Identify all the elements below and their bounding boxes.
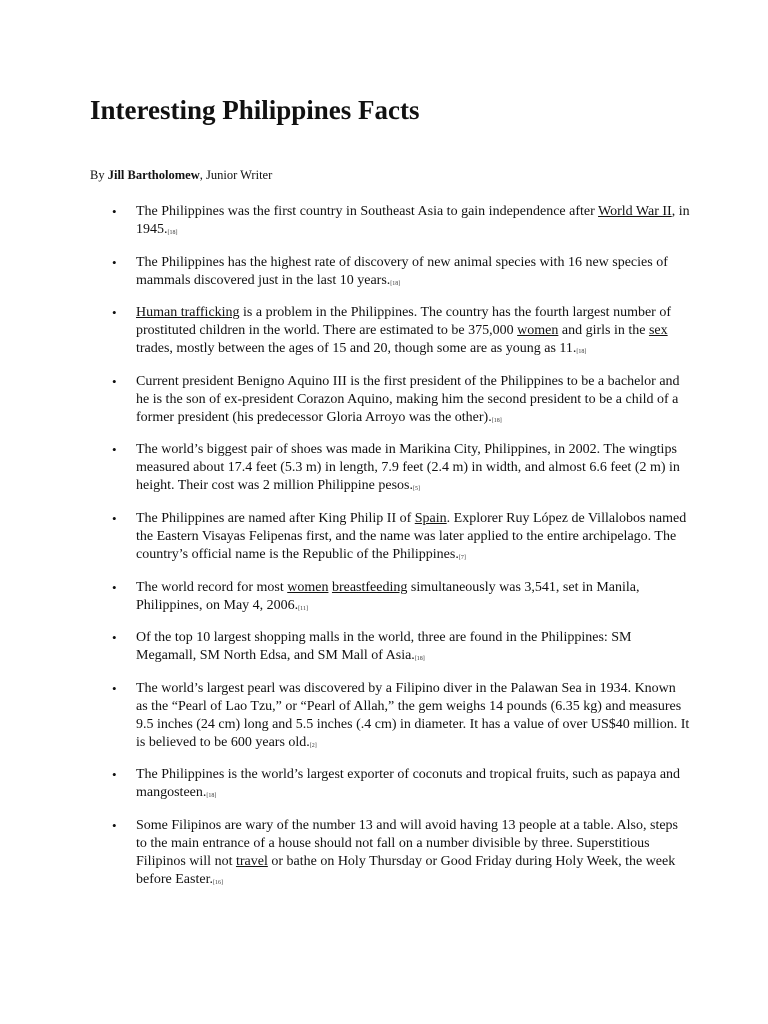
fact-item-7: [90, 579, 690, 615]
citation-ref[interactable]: [11]: [298, 605, 308, 612]
citation-ref[interactable]: [2]: [309, 742, 317, 749]
bullet-icon: •: [112, 680, 117, 696]
link-sex[interactable]: sex: [648, 323, 668, 339]
bullet-icon: •: [112, 254, 117, 270]
fact-item-3: [90, 304, 690, 358]
fact-text: and girls in the: [558, 323, 649, 339]
link-spain[interactable]: Spain: [414, 510, 447, 526]
citation-ref[interactable]: [18]: [414, 656, 425, 663]
fact-text: Some Filipinos are wary of the number 13 and will avoid having 13 people at a table. Also, steps to the main entrance of a house should not fall on a number divisible by three. Superstitious Filipinos will not: [136, 817, 679, 869]
citation-ref[interactable]: [5]: [413, 486, 420, 493]
fact-text: The Philippines is the world’s largest exporter of coconuts and tropical fruits, such as papaya and mangosteen.: [136, 767, 681, 801]
bullet-icon: •: [112, 442, 117, 458]
fact-text: The world’s largest pearl was discovered by a Filipino diver in the Palawan Sea in 1934. Known as the “Pearl of Lao Tzu,” or “Pearl of Allah,” the gem weighs 14 pounds (6.35 kg) and measures 9.5 inches (24 cm) long and 5.5 inches (.4 cm) in diameter. It has a value of over US$40 million. It is believed to be 600 years old.: [136, 680, 690, 750]
fact-text: The Philippines are named after King Philip II of: [136, 510, 415, 526]
fact-text: The world record for most: [136, 579, 288, 595]
fact-item-10: [90, 766, 690, 802]
fact-text: simultaneously was 3,541, set in Manila, Philippines, on May 4, 2006.: [136, 579, 640, 613]
citation-ref[interactable]: [18]: [576, 349, 587, 356]
citation-ref[interactable]: [18]: [491, 417, 502, 424]
link-human-trafficking[interactable]: Human trafficking: [136, 305, 240, 321]
fact-item-9: [90, 680, 690, 752]
fact-item-6: [90, 510, 690, 564]
facts-list: [90, 203, 690, 904]
bullet-icon: •: [112, 630, 117, 646]
fact-text: The Philippines has the highest rate of discovery of new animal species with 16 new species of mammals discovered just in the last 10 years.: [136, 254, 668, 288]
byline-prefix: By: [90, 168, 108, 182]
bullet-icon: •: [112, 305, 117, 321]
link-world-war-ii[interactable]: World War II: [598, 204, 672, 219]
fact-text: or bathe on Holy Thursday or Good Friday during Holy Week, the week before Easter.: [136, 853, 676, 887]
fact-item-8: [90, 629, 690, 665]
fact-item-11: [90, 817, 690, 889]
bullet-icon: •: [112, 767, 117, 783]
fact-item-5: [90, 441, 690, 495]
bullet-icon: •: [112, 579, 117, 595]
bullet-icon: •: [112, 510, 117, 526]
fact-text: The world’s biggest pair of shoes was made in Marikina City, Philippines, in 2002. The wingtips measured about 17.4 feet (5.3 m) in length, 7.9 feet (2.4 m) in width, and almost 6.6 feet (2 m) in height. Their cost was 2 million Philippine pesos.: [136, 442, 680, 494]
fact-text: Current president Benigno Aquino III is the first president of the Philippines to be a bachelor and he is the son of ex-president Corazon Aquino, making him the second president to be a child of a former president (his predecessor Gloria Arroyo was the other).: [136, 373, 680, 425]
link-women[interactable]: women: [287, 579, 329, 595]
page-title: Interesting Philippines Facts: [90, 95, 420, 125]
author-name: Jill Bartholomew: [107, 168, 200, 182]
bullet-icon: •: [112, 204, 117, 219]
citation-ref[interactable]: [18]: [390, 280, 401, 287]
citation-ref[interactable]: [18]: [206, 793, 217, 800]
author-role: , Junior Writer: [199, 168, 273, 182]
fact-item-4: [90, 373, 690, 427]
bullet-icon: •: [112, 373, 117, 389]
citation-ref[interactable]: [16]: [212, 879, 223, 886]
citation-ref[interactable]: [18]: [167, 230, 178, 236]
byline: [90, 167, 272, 183]
link-travel[interactable]: travel: [235, 853, 268, 869]
fact-text: , in 1945.: [136, 204, 690, 237]
citation-ref[interactable]: [7]: [458, 554, 466, 561]
link-breastfeeding[interactable]: breastfeeding: [331, 579, 408, 595]
fact-item-1: [90, 203, 690, 239]
bullet-icon: •: [112, 817, 117, 833]
fact-text: is a problem in the Philippines. The country has the fourth largest number of prostituted children in the world. There are estimated to be 375,000: [136, 305, 672, 339]
fact-text: . Explorer Ruy López de Villalobos named the Eastern Visayas Felipenas first, and the name was later applied to the entire archipelago. The country’s official name is the Republic of the Philippines.: [136, 510, 687, 562]
link-women[interactable]: women: [517, 323, 559, 339]
fact-text: trades, mostly between the ages of 15 and 20, though some are as young as 11.: [136, 341, 577, 357]
fact-item-2: [90, 254, 690, 290]
fact-text: Of the top 10 largest shopping malls in the world, three are found in the Philippines: SM Megamall, SM North Edsa, and SM Mall of Asia.: [136, 630, 632, 664]
fact-text: The Philippines was the first country in Southeast Asia to gain independence after: [136, 204, 599, 219]
